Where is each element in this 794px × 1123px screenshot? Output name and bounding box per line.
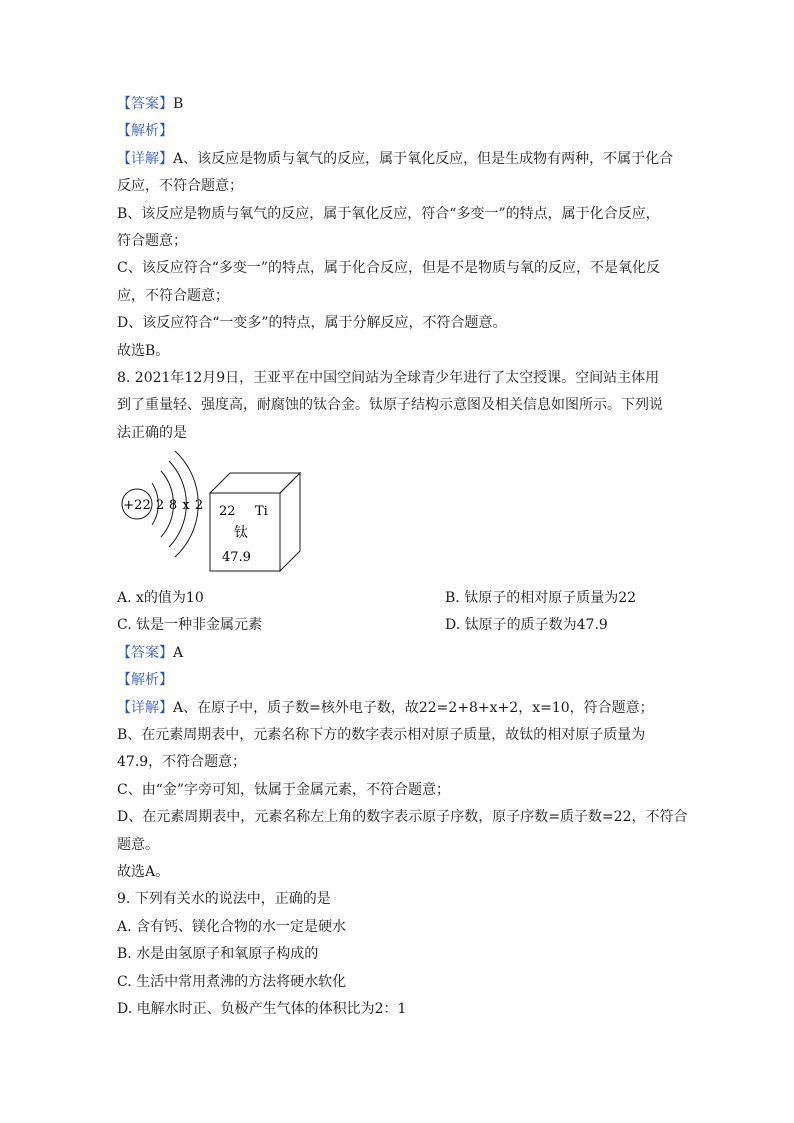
answer-tag: 【答案】 bbox=[117, 96, 173, 112]
q8-options-row bbox=[117, 585, 677, 612]
element-name: 钛 bbox=[234, 525, 248, 542]
q8-option-b: B. 钛原子的相对原子质量为22 bbox=[445, 590, 637, 607]
detail-text: A、在原子中，质子数=核外电子数，故22=2+8+x+2，x=10，符合题意； bbox=[173, 699, 654, 716]
q8-stem-line: 到了重量轻、强度高，耐腐蚀的钛合金。钛原子结构示意图及相关信息如图所示。下列说 bbox=[117, 397, 663, 414]
q8-detail-line: 47.9，不符合题意； bbox=[117, 754, 247, 771]
q9-option-a: A. 含有钙、镁化合物的水一定是硬水 bbox=[117, 918, 347, 935]
q8-detail-line: B、在元素周期表中，元素名称下方的数字表示相对原子质量，故钛的相对原子质量为 bbox=[117, 727, 646, 744]
answer-tag: 【答案】 bbox=[117, 644, 173, 661]
analysis-tag: 【解析】 bbox=[117, 672, 173, 689]
q8-conclusion: 故选A。 bbox=[117, 863, 170, 880]
answer-value: B bbox=[173, 96, 184, 112]
q8-analysis bbox=[117, 667, 677, 694]
element-atomic-number: 22 bbox=[219, 504, 236, 520]
element-cube bbox=[209, 472, 301, 572]
q8-stem-line: 法正确的是 bbox=[117, 424, 187, 441]
q8-option-a: A. x的值为10 bbox=[117, 590, 204, 607]
shell-2-count: 8 bbox=[168, 498, 178, 514]
answer-value: A bbox=[173, 644, 184, 661]
q8-option-c: C. 钛是一种非金属元素 bbox=[117, 617, 263, 634]
nucleus-charge: +22 bbox=[123, 498, 151, 514]
q7-detail-line: D、该反应符合“一变多”的特点，属于分解反应，不符合题意。 bbox=[117, 315, 507, 332]
q7-detail-line: 应，不符合题意； bbox=[117, 287, 229, 304]
q9-stem: 9. 下列有关水的说法中，正确的是 bbox=[117, 891, 331, 908]
shell-1-count: 2 bbox=[155, 498, 165, 514]
q8-detail-line: D、在元素周期表中，元素名称左上角的数字表示原子序数，原子序数=质子数=22，不符合 bbox=[117, 809, 688, 826]
q9-option-b: B. 水是由氢原子和氧原子构成的 bbox=[117, 946, 319, 963]
q8-options-row bbox=[117, 612, 677, 639]
q8-detail-line: 题意。 bbox=[117, 836, 159, 853]
titanium-figure bbox=[117, 447, 677, 585]
q7-detail-line: 符合题意； bbox=[117, 232, 187, 249]
shell-4-count: 2 bbox=[194, 498, 204, 514]
q7-detail-line: C、该反应符合“多变一”的特点，属于化合反应，但是不是物质与氧的反应，不是氧化反 bbox=[117, 260, 661, 277]
q8-answer bbox=[117, 640, 677, 667]
q7-answer bbox=[117, 91, 677, 118]
element-symbol: Ti bbox=[255, 504, 268, 520]
document-page bbox=[117, 91, 688, 1023]
q8-option-d: D. 钛原子的质子数为47.9 bbox=[445, 617, 608, 634]
detail-tag: 【详解】 bbox=[117, 699, 173, 716]
q7-conclusion: 故选B。 bbox=[117, 342, 170, 359]
q9-option-c: C. 生活中常用煮沸的方法将硬水软化 bbox=[117, 973, 347, 990]
shell-3-count: x bbox=[182, 498, 190, 514]
q8-detail-line bbox=[117, 695, 677, 722]
q7-detail-line bbox=[117, 146, 677, 173]
analysis-tag: 【解析】 bbox=[117, 123, 173, 140]
q9-option-d: D. 电解水时正、负极产生气体的体积比为2：1 bbox=[117, 1000, 407, 1017]
q8-stem-line: 8. 2021年12月9日，王亚平在中国空间站为全球青少年进行了太空授课。空间站主体用 bbox=[117, 369, 660, 386]
element-mass: 47.9 bbox=[222, 550, 251, 566]
q8-detail-line: C、由“金”字旁可知，钛属于金属元素，不符合题意； bbox=[117, 781, 451, 798]
detail-text: A、该反应是物质与氧气的反应，属于氧化反应，但是生成物有两种，不属于化合 bbox=[173, 150, 674, 167]
detail-tag: 【详解】 bbox=[117, 150, 173, 167]
q7-detail-line: B、该反应是物质与氧气的反应，属于氧化反应，符合“多变一”的特点，属于化合反应， bbox=[117, 205, 660, 222]
q7-analysis bbox=[117, 118, 677, 145]
q7-detail-line: 反应，不符合题意； bbox=[117, 178, 243, 195]
